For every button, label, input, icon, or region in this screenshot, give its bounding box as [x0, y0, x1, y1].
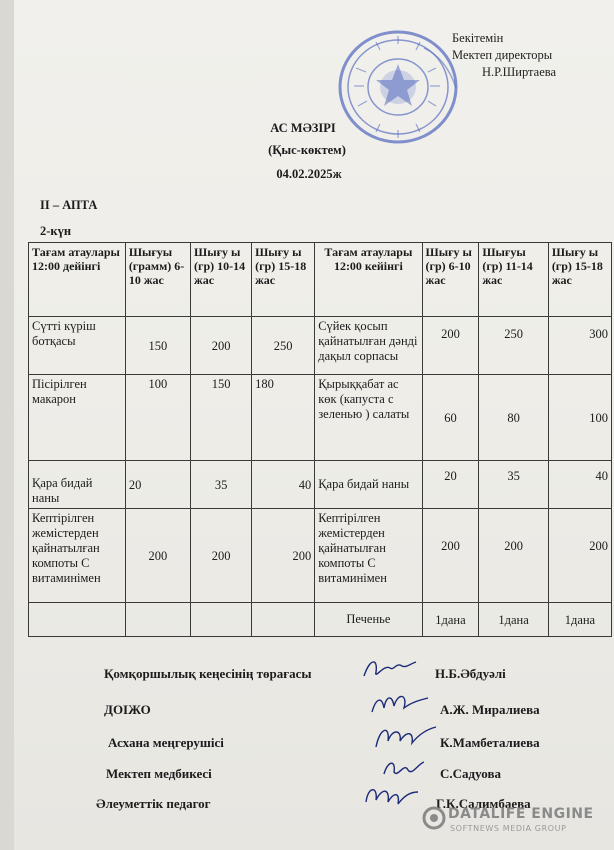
handwritten-signature — [368, 688, 432, 720]
header-cell-weight-after-11-14: Шығуы (гр) 11-14 жас — [479, 243, 548, 317]
portion-value: 200 — [191, 509, 252, 603]
meal-name: Пісірілген макарон — [29, 375, 126, 461]
signature-name: С.Садуова — [440, 766, 501, 781]
signature-name: Н.Б.Әбдуәлі — [435, 666, 506, 681]
table-row — [29, 461, 612, 509]
approval-line-position: Мектеп директоры — [452, 48, 553, 62]
portion-value: 150 — [191, 375, 252, 461]
portion-value: 200 — [125, 509, 190, 603]
datalife-engine-logo-icon — [422, 806, 446, 830]
table-row — [29, 603, 612, 637]
portion-value: 180 — [252, 375, 315, 461]
table-row — [29, 509, 612, 603]
portion-value: 20 — [422, 461, 479, 509]
signature-role: ДОІЖО — [104, 702, 151, 717]
portion-value — [125, 603, 190, 637]
portion-value: 250 — [479, 317, 548, 375]
approval-block — [452, 30, 556, 81]
watermark-title: DATALIFE ENGINE — [448, 806, 594, 822]
signature-name: К.Мамбеталиева — [440, 735, 540, 750]
portion-value: 40 — [252, 461, 315, 509]
portion-value: 20 — [125, 461, 190, 509]
header-cell-weight-15-18: Шығу ы (гр) 15-18 жас — [252, 243, 315, 317]
week-label: II – АПТА — [40, 198, 98, 212]
meal-name: Қара бидай наны — [29, 461, 126, 509]
handwritten-signature — [360, 780, 422, 814]
portion-value: 300 — [548, 317, 611, 375]
portion-value: 1дана — [548, 603, 611, 637]
signature-role: Әлеуметтік педагог — [96, 796, 211, 811]
portion-value: 35 — [191, 461, 252, 509]
portion-value: 1дана — [422, 603, 479, 637]
signature-role: Мектеп медбикесі — [106, 766, 212, 781]
portion-value: 200 — [479, 509, 548, 603]
watermark — [420, 800, 610, 840]
portion-value: 200 — [548, 509, 611, 603]
menu-date: 04.02.2025ж — [276, 167, 342, 181]
portion-value: 150 — [125, 317, 190, 375]
meal-name: Кептірілген жемістерден қайнатылған компоты С витаминімен — [29, 509, 126, 603]
portion-value — [191, 603, 252, 637]
menu-table — [28, 242, 612, 637]
header-cell-weight-10-14: Шығу ы (гр) 10-14 жас — [191, 243, 252, 317]
signature-role: Қомқоршылық кеңесінің төрағасы — [104, 666, 312, 681]
header-cell-weight-after-15-18: Шығу ы (гр) 15-18 жас — [548, 243, 611, 317]
portion-value: 250 — [252, 317, 315, 375]
watermark-subtitle: SOFTNEWS MEDIA GROUP — [450, 824, 567, 833]
menu-season: (Қыс-көктем) — [268, 143, 346, 157]
meal-name: Кептірілген жемістерден қайнатылған компоты С витаминімен — [315, 509, 422, 603]
portion-value — [252, 603, 315, 637]
portion-value: 200 — [252, 509, 315, 603]
handwritten-signature — [370, 719, 440, 753]
portion-value: 35 — [479, 461, 548, 509]
meal-name: Қара бидай наны — [315, 461, 422, 509]
header-cell-meal-after: Тағам атаулары 12:00 кейінгі — [315, 243, 422, 317]
meal-name: Сүтті күріш ботқасы — [29, 317, 126, 375]
portion-value: 200 — [191, 317, 252, 375]
portion-value: 60 — [422, 375, 479, 461]
handwritten-signature — [360, 654, 420, 684]
portion-value: 100 — [125, 375, 190, 461]
portion-value: 1дана — [479, 603, 548, 637]
portion-value: 200 — [422, 317, 479, 375]
meal-name: Печенье — [315, 603, 422, 637]
portion-value: 200 — [422, 509, 479, 603]
day-label: 2-күн — [40, 224, 72, 238]
meal-name: Сүйек қосып қайнатылған дәнді дақыл сорпасы — [315, 317, 422, 375]
signature-role: Асхана меңгерушісі — [108, 735, 224, 750]
portion-value: 80 — [479, 375, 548, 461]
menu-title: АС МӘЗІРІ — [270, 121, 336, 135]
meal-name — [29, 603, 126, 637]
approval-line-approve: Бекітемін — [452, 31, 504, 45]
portion-value: 100 — [548, 375, 611, 461]
approval-line-director-name: Н.Р.Ширтаева — [482, 65, 557, 79]
signature-name: Г.К.Салимбаева — [436, 796, 531, 811]
meal-name: Қырыққабат ас көк (капуста с зеленью ) салаты — [315, 375, 422, 461]
portion-value: 40 — [548, 461, 611, 509]
header-cell-weight-after-6-10: Шығу ы (гр) 6-10 жас — [422, 243, 479, 317]
header-cell-weight-6-10: Шығуы (грамм) 6-10 жас — [125, 243, 190, 317]
table-header-row — [29, 243, 612, 317]
table-row — [29, 375, 612, 461]
table-row — [29, 317, 612, 375]
signature-name: А.Ж. Миралиева — [440, 702, 540, 717]
header-cell-meal-before: Тағам атаулары 12:00 дейінгі — [29, 243, 126, 317]
